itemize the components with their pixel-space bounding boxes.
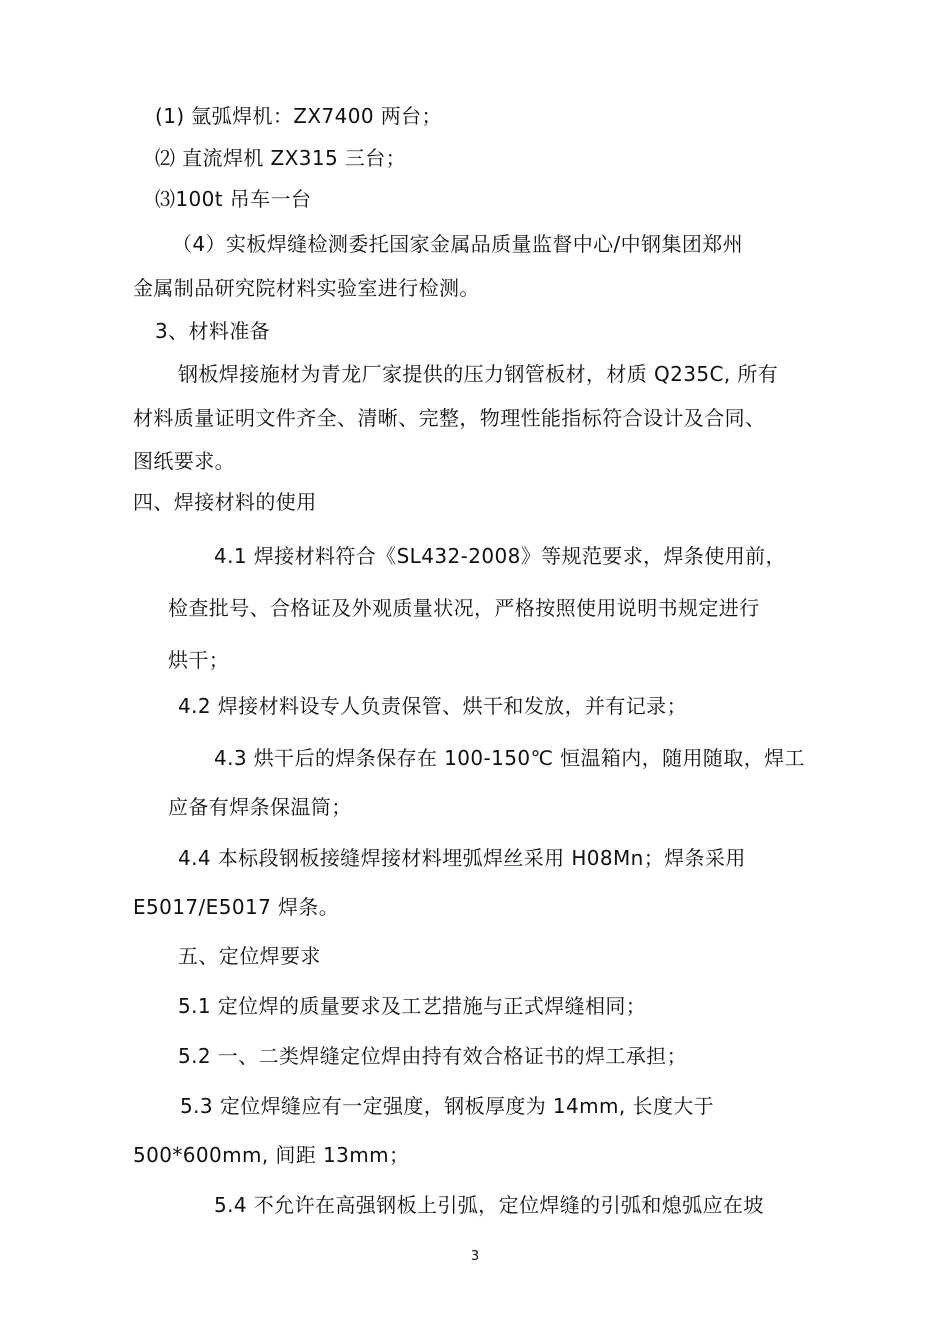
clause-5-1: 5.1 定位焊的质量要求及工艺措施与正式焊缝相同； bbox=[178, 994, 647, 1018]
materials-line-1: 钢板焊接施材为青龙厂家提供的压力钢管板材，材质 Q235C, 所有 bbox=[178, 362, 779, 386]
clause-5-2: 5.2 一、二类焊缝定位焊由持有效合格证书的焊工承担； bbox=[178, 1044, 687, 1068]
clause-4-4-line-2: E5017/E5017 焊条。 bbox=[133, 895, 340, 919]
equipment-line-3: ⑶100t 吊车一台 bbox=[155, 187, 312, 211]
materials-line-3: 图纸要求。 bbox=[133, 449, 235, 473]
equipment-line-2: ⑵ 直流焊机 ZX315 三台； bbox=[155, 146, 407, 170]
inspection-line-2: 金属制品研究院材料实验室进行检测。 bbox=[133, 276, 480, 300]
clause-4-1-line-2: 检查批号、合格证及外观质量状况，严格按照使用说明书规定进行 bbox=[168, 596, 760, 620]
section-heading-materials: 3、材料准备 bbox=[155, 319, 271, 343]
clause-4-1-line-3: 烘干； bbox=[168, 648, 230, 672]
clause-4-4-line-1: 4.4 本标段钢板接缝焊接材料埋弧焊丝采用 H08Mn；焊条采用 bbox=[178, 846, 746, 870]
clause-4-3-line-2: 应备有焊条保温筒； bbox=[168, 795, 352, 819]
inspection-line-1: （4）实板焊缝检测委托国家金属品质量监督中心/中钢集团郑州 bbox=[172, 232, 744, 256]
clause-5-4-line-1: 5.4 不允许在高强钢板上引弧，定位焊缝的引弧和熄弧应在坡 bbox=[214, 1193, 764, 1217]
clause-5-3-line-1: 5.3 定位焊缝应有一定强度，钢板厚度为 14mm, 长度大于 bbox=[180, 1094, 715, 1118]
page-number: 3 bbox=[470, 1249, 480, 1264]
section-heading-tack-welding: 五、定位焊要求 bbox=[178, 944, 321, 968]
clause-4-1-line-1: 4.1 焊接材料符合《SL432-2008》等规范要求，焊条使用前， bbox=[214, 544, 786, 568]
equipment-line-1: (1) 氩弧焊机：ZX7400 两台； bbox=[155, 104, 442, 128]
materials-line-2: 材料质量证明文件齐全、清晰、完整，物理性能指标符合设计及合同、 bbox=[133, 406, 766, 430]
clause-5-3-line-2: 500*600mm, 间距 13mm； bbox=[133, 1143, 410, 1167]
clause-4-3-line-1: 4.3 烘干后的焊条保存在 100-150℃ 恒温箱内，随用随取，焊工 bbox=[214, 746, 805, 770]
section-heading-welding-materials: 四、焊接材料的使用 bbox=[133, 490, 317, 514]
clause-4-2: 4.2 焊接材料设专人负责保管、烘干和发放，并有记录； bbox=[178, 694, 687, 718]
